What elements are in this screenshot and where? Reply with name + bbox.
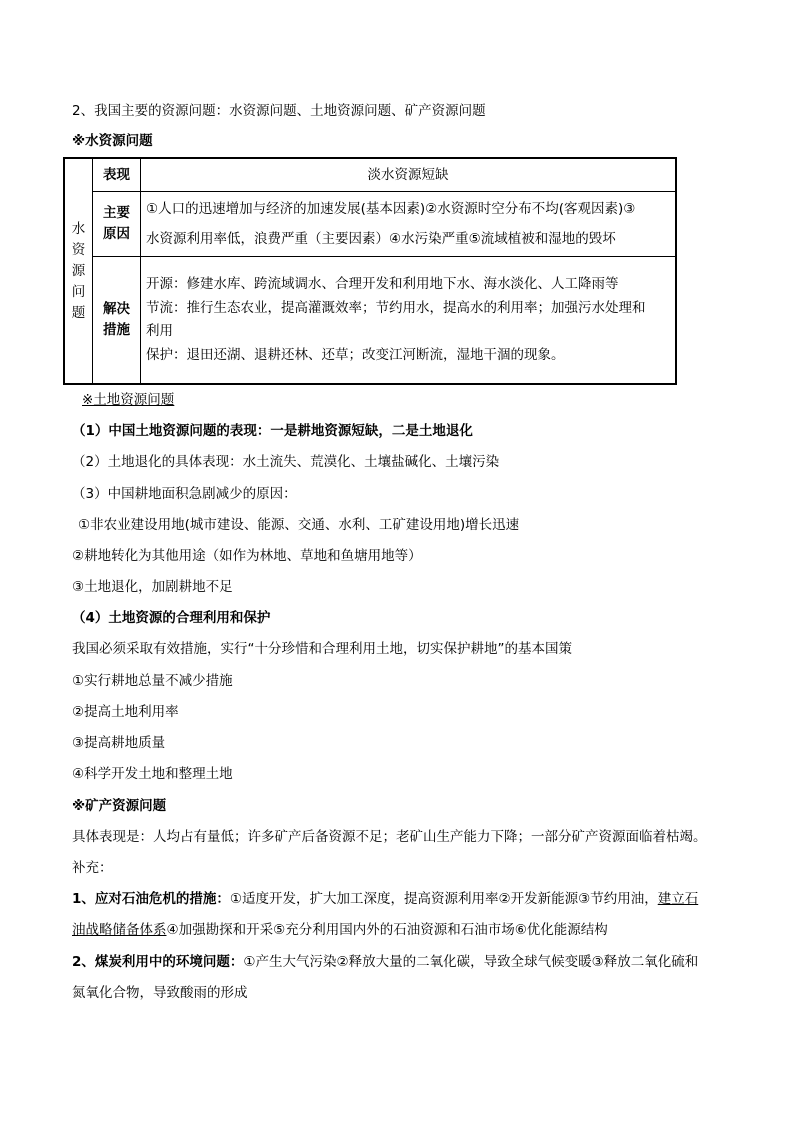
mineral-desc: 具体表现是：人均占有量低；许多矿产后备资源不足；老矿山生产能力下降；一部分矿产资源面临着枯竭。 [72,829,707,845]
water-heading: ※水资源问题 [72,133,153,149]
land-reason-1: ①非农业建设用地(城市建设、能源、交通、水利、工矿建设用地)增长迅速 [78,517,520,533]
land-measure-4: ④科学开发土地和整理土地 [72,766,233,782]
land-measure-3: ③提高耕地质量 [72,735,166,751]
land-heading: ※土地资源问题 [82,392,175,408]
side-label: 水 资 源 问 题 [64,158,93,384]
land-reason-2: ②耕地转化为其他用途（如作为林地、草地和鱼塘用地等） [72,548,422,564]
coal-line-1: 2、煤炭利用中的环境问题：①产生大气污染②释放大量的二氧化碳，导致全球气候变暖③释放二氧化硫和 [72,954,699,970]
land-reason-3: ③土地退化，加剧耕地不足 [72,579,233,595]
land-policy: 我国必须采取有效措施，实行“十分珍惜和合理利用土地，切实保护耕地”的基本国策 [72,641,572,657]
measure-cell: 开源：修建水库、跨流域调水、合理开发和利用地下水、海水淡化、人工降雨等 节流：推行生态农业，提高灌溉效率；节约用水，提高水的利用率；加强污水处理和 利用 保护：退田还湖、退耕还林、还草；改变江河断流，湿地干涸的现象。 [141,257,677,385]
land-p4: （4）土地资源的合理利用和保护 [72,610,271,626]
land-measure-1: ①实行耕地总量不减少措施 [72,673,233,689]
oil-line-2: 油战略储备体系④加强勘探和开采⑤充分利用国内外的石油资源和石油市场⑥优化能源结构 [72,922,608,938]
measure-label: 解决 措施 [93,257,141,385]
header-value: 淡水资源短缺 [141,158,677,192]
water-resource-table [63,157,677,385]
land-p3: （3）中国耕地面积急剧减少的原因： [72,486,297,502]
mineral-heading: ※矿产资源问题 [72,798,167,814]
coal-line-2: 氮氧化合物，导致酸雨的形成 [72,985,248,1001]
oil-line-1: 1、应对石油危机的措施：①适度开发，扩大加工深度，提高资源利用率②开发新能源③节约用油，建立石 [72,891,699,907]
cause-label: 主要 原因 [93,192,141,257]
land-p1: （1）中国土地资源问题的表现：一是耕地资源短缺，二是土地退化 [72,423,473,439]
intro-line: 2、我国主要的资源问题：水资源问题、土地资源问题、矿产资源问题 [72,103,486,119]
cause-cell: ①人口的迅速增加与经济的加速发展(基本因素)②水资源时空分布不均(客观因素)③ 水资源利用率低，浪费严重（主要因素）④水污染严重⑤流域植被和湿地的毁坏 [141,192,677,257]
col-header-label: 表现 [93,158,141,192]
land-measure-2: ②提高土地利用率 [72,704,179,720]
mineral-supplement: 补充： [72,860,113,876]
land-p2: （2）土地退化的具体表现：水土流失、荒漠化、土壤盐碱化、土壤污染 [72,454,500,470]
